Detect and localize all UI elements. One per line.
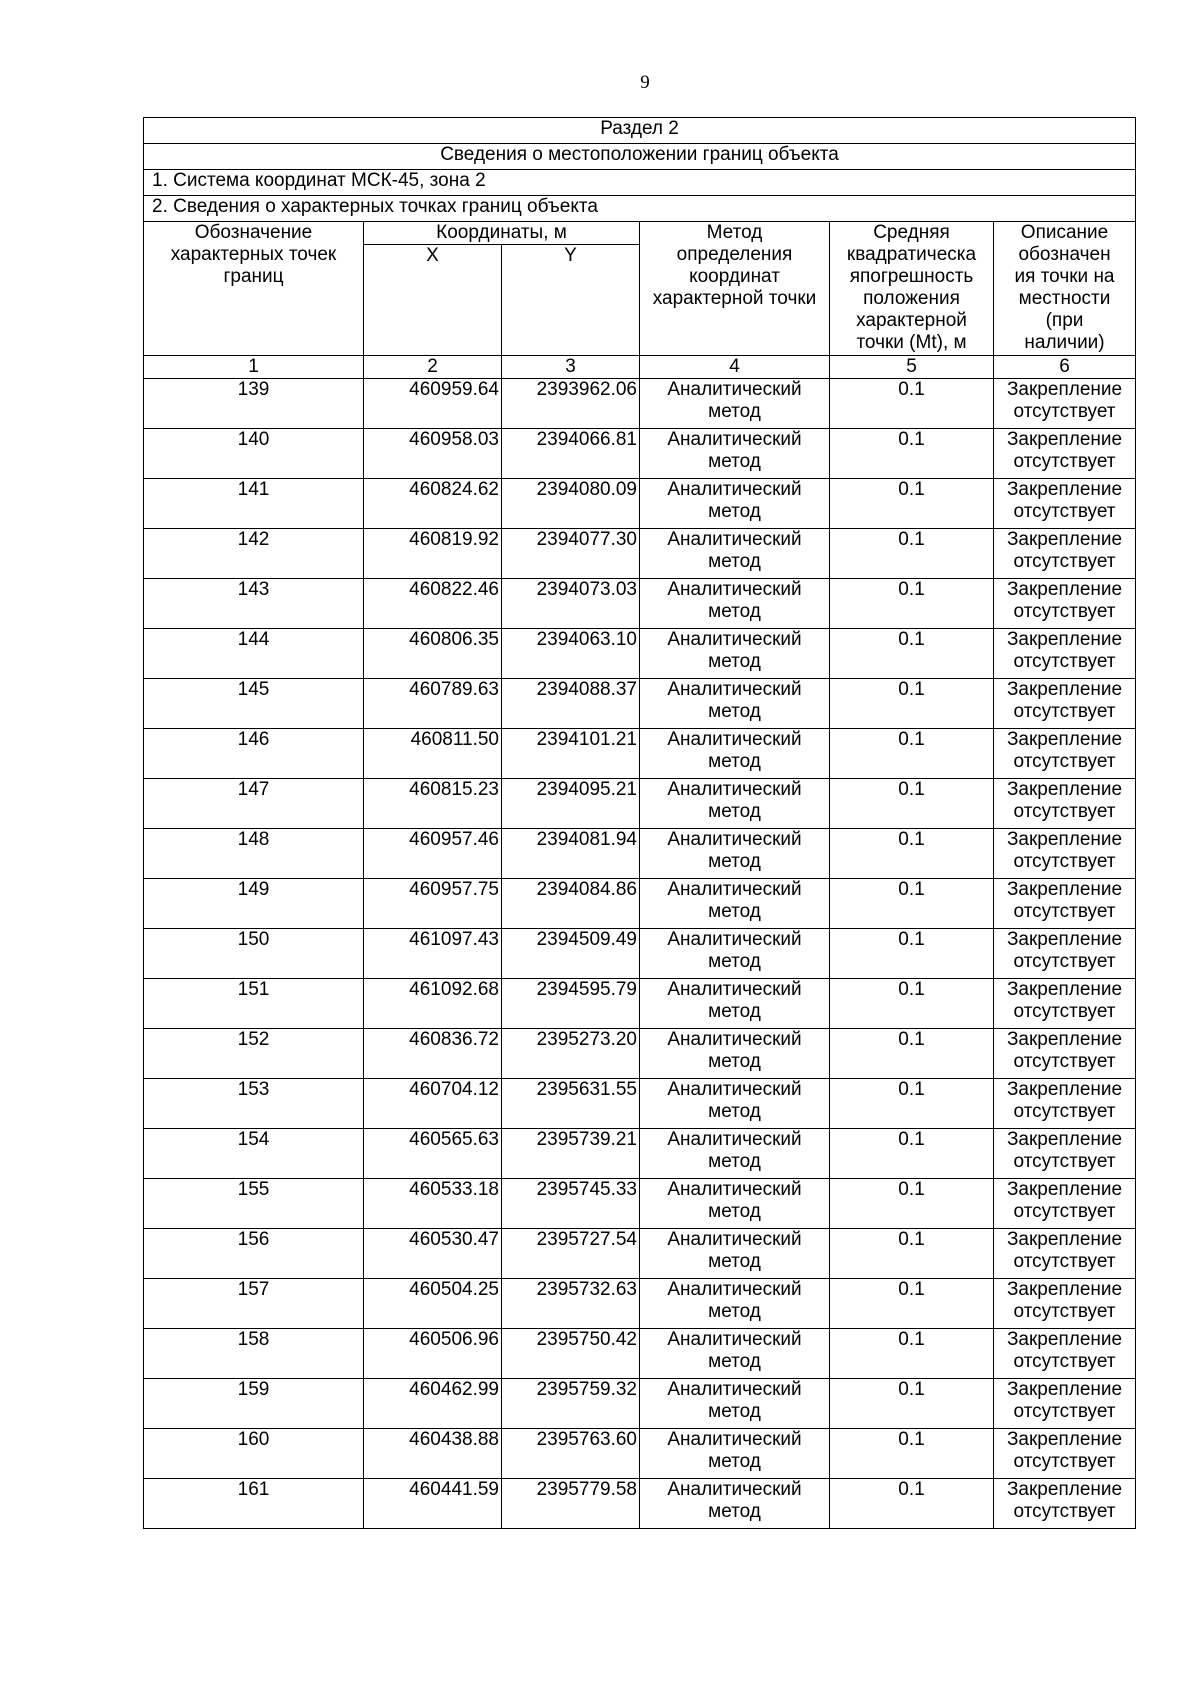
table-row <box>144 979 1136 1029</box>
error-value: 0.1 <box>830 1329 994 1379</box>
method-cell: Аналитический метод <box>640 1379 830 1429</box>
coordinate-system: 1. Система координат МСК-45, зона 2 <box>144 170 1136 196</box>
error-value: 0.1 <box>830 779 994 829</box>
point-id: 155 <box>144 1179 364 1229</box>
coord-x: 460824.62 <box>364 479 502 529</box>
point-id: 142 <box>144 529 364 579</box>
method-cell: Аналитический метод <box>640 1029 830 1079</box>
point-id: 144 <box>144 629 364 679</box>
coord-y: 2394073.03 <box>502 579 640 629</box>
description-cell: Закрепление отсутствует <box>994 779 1136 829</box>
coord-y: 2395273.20 <box>502 1029 640 1079</box>
column-number: 2 <box>364 356 502 379</box>
description-cell: Закрепление отсутствует <box>994 729 1136 779</box>
description-cell: Закрепление отсутствует <box>994 1479 1136 1529</box>
method-cell: Аналитический метод <box>640 579 830 629</box>
method-cell: Аналитический метод <box>640 729 830 779</box>
section-subtitle: Сведения о местоположении границ объекта <box>144 144 1136 170</box>
table-row <box>144 579 1136 629</box>
description-cell: Закрепление отсутствует <box>994 1379 1136 1429</box>
coord-x: 461092.68 <box>364 979 502 1029</box>
method-cell: Аналитический метод <box>640 1079 830 1129</box>
point-id: 154 <box>144 1129 364 1179</box>
table-row <box>144 1329 1136 1379</box>
header-x: X <box>364 245 502 356</box>
point-id: 146 <box>144 729 364 779</box>
method-cell: Аналитический метод <box>640 1229 830 1279</box>
coord-x: 460957.46 <box>364 829 502 879</box>
error-value: 0.1 <box>830 629 994 679</box>
point-id: 139 <box>144 379 364 429</box>
point-id: 141 <box>144 479 364 529</box>
coord-y: 2394080.09 <box>502 479 640 529</box>
column-number: 4 <box>640 356 830 379</box>
coord-x: 460789.63 <box>364 679 502 729</box>
coord-y: 2395631.55 <box>502 1079 640 1129</box>
boundary-points-table <box>143 117 1136 1529</box>
coord-y: 2395779.58 <box>502 1479 640 1529</box>
point-id: 156 <box>144 1229 364 1279</box>
section-title: Раздел 2 <box>144 118 1136 144</box>
points-heading: 2. Сведения о характерных точках границ объекта <box>144 196 1136 222</box>
coord-x: 460438.88 <box>364 1429 502 1479</box>
coord-y: 2394595.79 <box>502 979 640 1029</box>
error-value: 0.1 <box>830 1079 994 1129</box>
error-value: 0.1 <box>830 579 994 629</box>
method-cell: Аналитический метод <box>640 479 830 529</box>
description-cell: Закрепление отсутствует <box>994 1329 1136 1379</box>
coord-x: 460704.12 <box>364 1079 502 1129</box>
coord-y: 2394084.86 <box>502 879 640 929</box>
method-cell: Аналитический метод <box>640 829 830 879</box>
method-cell: Аналитический метод <box>640 979 830 1029</box>
table-row <box>144 679 1136 729</box>
coord-y: 2395750.42 <box>502 1329 640 1379</box>
header-error: Средняя квадратическа япогрешность положения характерной точки (Mt), м <box>830 222 994 356</box>
method-cell: Аналитический метод <box>640 1329 830 1379</box>
table-row <box>144 1479 1136 1529</box>
point-id: 160 <box>144 1429 364 1479</box>
method-cell: Аналитический метод <box>640 529 830 579</box>
header-coordinates: Координаты, м <box>364 222 640 245</box>
description-cell: Закрепление отсутствует <box>994 579 1136 629</box>
error-value: 0.1 <box>830 379 994 429</box>
column-number: 5 <box>830 356 994 379</box>
coord-x: 460957.75 <box>364 879 502 929</box>
coord-y: 2394081.94 <box>502 829 640 879</box>
description-cell: Закрепление отсутствует <box>994 1129 1136 1179</box>
header-point-designation: Обозначение характерных точек границ <box>144 222 364 356</box>
table-row <box>144 729 1136 779</box>
error-value: 0.1 <box>830 1229 994 1279</box>
error-value: 0.1 <box>830 1279 994 1329</box>
description-cell: Закрепление отсутствует <box>994 679 1136 729</box>
coord-y: 2395763.60 <box>502 1429 640 1479</box>
description-cell: Закрепление отсутствует <box>994 429 1136 479</box>
table-row <box>144 1129 1136 1179</box>
coord-y: 2394066.81 <box>502 429 640 479</box>
method-cell: Аналитический метод <box>640 1179 830 1229</box>
table-row <box>144 1279 1136 1329</box>
description-cell: Закрепление отсутствует <box>994 379 1136 429</box>
error-value: 0.1 <box>830 879 994 929</box>
point-id: 152 <box>144 1029 364 1079</box>
coord-y: 2395759.32 <box>502 1379 640 1429</box>
error-value: 0.1 <box>830 479 994 529</box>
point-id: 157 <box>144 1279 364 1329</box>
coord-x: 460815.23 <box>364 779 502 829</box>
header-method: Метод определения координат характерной точки <box>640 222 830 356</box>
error-value: 0.1 <box>830 1129 994 1179</box>
point-id: 151 <box>144 979 364 1029</box>
coord-y: 2394063.10 <box>502 629 640 679</box>
error-value: 0.1 <box>830 1379 994 1429</box>
column-number: 6 <box>994 356 1136 379</box>
table-row <box>144 1229 1136 1279</box>
method-cell: Аналитический метод <box>640 1429 830 1479</box>
point-id: 159 <box>144 1379 364 1429</box>
coord-x: 460506.96 <box>364 1329 502 1379</box>
coord-y: 2394509.49 <box>502 929 640 979</box>
table-row <box>144 1179 1136 1229</box>
page-number: 9 <box>640 72 650 93</box>
header-y: Y <box>502 245 640 356</box>
description-cell: Закрепление отсутствует <box>994 829 1136 879</box>
coord-y: 2395727.54 <box>502 1229 640 1279</box>
point-id: 140 <box>144 429 364 479</box>
method-cell: Аналитический метод <box>640 679 830 729</box>
error-value: 0.1 <box>830 529 994 579</box>
coord-y: 2395745.33 <box>502 1179 640 1229</box>
table-row <box>144 779 1136 829</box>
coord-y: 2395732.63 <box>502 1279 640 1329</box>
method-cell: Аналитический метод <box>640 429 830 479</box>
method-cell: Аналитический метод <box>640 379 830 429</box>
table-row <box>144 1429 1136 1479</box>
description-cell: Закрепление отсутствует <box>994 529 1136 579</box>
method-cell: Аналитический метод <box>640 879 830 929</box>
table-row <box>144 1079 1136 1129</box>
method-cell: Аналитический метод <box>640 1129 830 1179</box>
description-cell: Закрепление отсутствует <box>994 629 1136 679</box>
coord-x: 460819.92 <box>364 529 502 579</box>
point-id: 147 <box>144 779 364 829</box>
table-row <box>144 879 1136 929</box>
error-value: 0.1 <box>830 979 994 1029</box>
table-row <box>144 379 1136 429</box>
table-row <box>144 929 1136 979</box>
description-cell: Закрепление отсутствует <box>994 1179 1136 1229</box>
coord-x: 460959.64 <box>364 379 502 429</box>
table-row <box>144 1379 1136 1429</box>
coord-y: 2394077.30 <box>502 529 640 579</box>
table-row <box>144 429 1136 479</box>
point-id: 145 <box>144 679 364 729</box>
error-value: 0.1 <box>830 1429 994 1479</box>
coord-y: 2393962.06 <box>502 379 640 429</box>
error-value: 0.1 <box>830 1179 994 1229</box>
error-value: 0.1 <box>830 1479 994 1529</box>
method-cell: Аналитический метод <box>640 1479 830 1529</box>
coord-y: 2395739.21 <box>502 1129 640 1179</box>
method-cell: Аналитический метод <box>640 629 830 679</box>
description-cell: Закрепление отсутствует <box>994 929 1136 979</box>
error-value: 0.1 <box>830 679 994 729</box>
error-value: 0.1 <box>830 929 994 979</box>
method-cell: Аналитический метод <box>640 779 830 829</box>
coord-x: 460565.63 <box>364 1129 502 1179</box>
coord-x: 460822.46 <box>364 579 502 629</box>
coord-x: 460530.47 <box>364 1229 502 1279</box>
table-row <box>144 529 1136 579</box>
description-cell: Закрепление отсутствует <box>994 879 1136 929</box>
description-cell: Закрепление отсутствует <box>994 1429 1136 1479</box>
coord-x: 460533.18 <box>364 1179 502 1229</box>
point-id: 148 <box>144 829 364 879</box>
point-id: 161 <box>144 1479 364 1529</box>
table-row <box>144 629 1136 679</box>
column-number: 1 <box>144 356 364 379</box>
coord-x: 460462.99 <box>364 1379 502 1429</box>
description-cell: Закрепление отсутствует <box>994 1279 1136 1329</box>
coord-y: 2394095.21 <box>502 779 640 829</box>
point-id: 158 <box>144 1329 364 1379</box>
column-number: 3 <box>502 356 640 379</box>
error-value: 0.1 <box>830 1029 994 1079</box>
point-id: 143 <box>144 579 364 629</box>
error-value: 0.1 <box>830 429 994 479</box>
coord-x: 460811.50 <box>364 729 502 779</box>
description-cell: Закрепление отсутствует <box>994 1229 1136 1279</box>
coord-y: 2394088.37 <box>502 679 640 729</box>
table-row <box>144 479 1136 529</box>
coord-y: 2394101.21 <box>502 729 640 779</box>
coord-x: 461097.43 <box>364 929 502 979</box>
error-value: 0.1 <box>830 729 994 779</box>
header-description: Описание обозначен ия точки на местности (при наличии) <box>994 222 1136 356</box>
method-cell: Аналитический метод <box>640 929 830 979</box>
coord-x: 460806.35 <box>364 629 502 679</box>
method-cell: Аналитический метод <box>640 1279 830 1329</box>
table-row <box>144 1029 1136 1079</box>
point-id: 150 <box>144 929 364 979</box>
description-cell: Закрепление отсутствует <box>994 979 1136 1029</box>
coord-x: 460836.72 <box>364 1029 502 1079</box>
point-id: 149 <box>144 879 364 929</box>
description-cell: Закрепление отсутствует <box>994 1029 1136 1079</box>
coord-x: 460504.25 <box>364 1279 502 1329</box>
description-cell: Закрепление отсутствует <box>994 1079 1136 1129</box>
error-value: 0.1 <box>830 829 994 879</box>
description-cell: Закрепление отсутствует <box>994 479 1136 529</box>
table-row <box>144 829 1136 879</box>
point-id: 153 <box>144 1079 364 1129</box>
coord-x: 460958.03 <box>364 429 502 479</box>
coord-x: 460441.59 <box>364 1479 502 1529</box>
